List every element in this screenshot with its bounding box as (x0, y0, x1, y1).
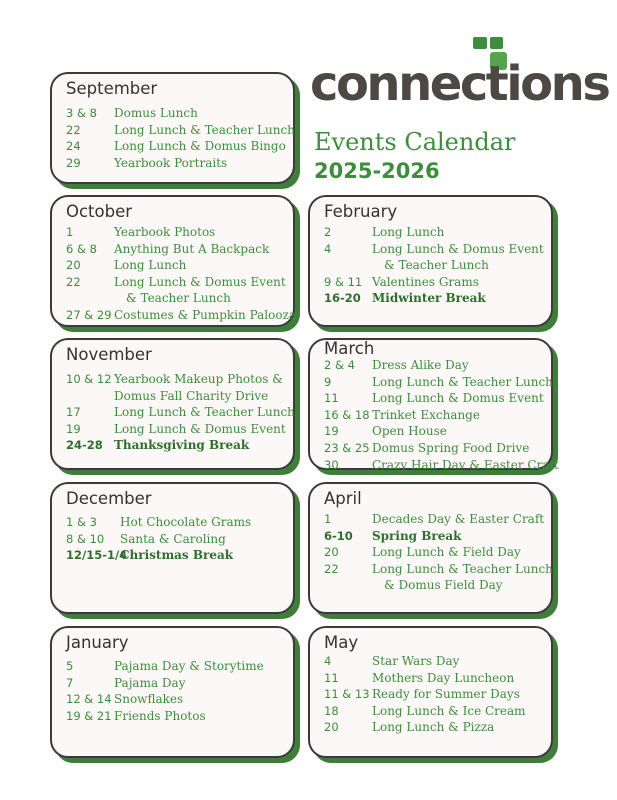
calendar-title: Events Calendar (314, 128, 516, 156)
month-title: December (66, 489, 152, 508)
school-year: 2025-2026 (314, 159, 440, 183)
march-card (308, 338, 559, 472)
event-row: 18 Long Lunch & Ice Cream (324, 703, 526, 718)
event-row: 11 Long Lunch & Domus Event (324, 391, 544, 406)
event-row: 11 Mothers Day Luncheon (324, 670, 515, 685)
event-row: 16 & 18 Trinket Exchange (324, 407, 480, 422)
event-row: 20 Long Lunch & Field Day (324, 545, 521, 560)
event-row: 27 & 29 Costumes & Pumpkin Palooza (66, 307, 297, 322)
event-list (66, 105, 295, 171)
event-row: 17 Long Lunch & Teacher Lunch (66, 405, 295, 420)
april-card (308, 482, 553, 614)
event-row: 5 Pajama Day & Storytime (66, 659, 264, 673)
event-row: 11 & 13 Ready for Summer Days (324, 687, 520, 702)
event-row: 6 & 8 Anything But A Backpack (66, 241, 270, 256)
month-title: September (66, 79, 158, 98)
event-row: 2 Long Lunch (324, 225, 445, 239)
brand-logo-text: connections (310, 56, 609, 112)
january-card (50, 626, 295, 758)
event-row: 1 Yearbook Photos (66, 225, 216, 239)
month-title: May (324, 633, 359, 652)
event-row: 12 & 14 Snowflakes (66, 692, 184, 707)
event-row: 22 Long Lunch & Teacher Lunch (324, 561, 553, 576)
september-card (50, 72, 295, 184)
may-card (308, 626, 553, 758)
event-row: 22 Long Lunch & Domus Event (66, 274, 286, 289)
event-row: 22 Long Lunch & Teacher Lunch (66, 122, 295, 137)
event-list (66, 371, 295, 454)
october-card (50, 195, 295, 327)
november-card (50, 338, 295, 470)
event-list (66, 658, 287, 724)
month-title: November (66, 345, 152, 364)
event-row: 6-10 Spring Break (324, 528, 462, 543)
event-row: 3 & 8 Domus Lunch (66, 106, 198, 120)
event-row: 4 Long Lunch & Domus Event (324, 241, 544, 256)
event-row: 24-28 Thanksgiving Break (66, 438, 250, 453)
event-row: 24 Long Lunch & Domus Bingo (66, 139, 286, 154)
event-row: 9 & 11 Valentines Grams (324, 274, 479, 289)
month-title: April (324, 489, 362, 508)
december-card (50, 482, 295, 614)
event-row: 1 & 3 Hot Chocolate Grams (66, 515, 252, 529)
event-row: 19 & 21 Friends Photos (66, 708, 206, 723)
event-row: 2 & 4 Dress Alike Day (324, 358, 469, 372)
event-row: 19 Open House (324, 424, 447, 439)
event-list (324, 357, 559, 473)
event-row: 7 Pajama Day (66, 675, 186, 690)
event-row: 16-20 Midwinter Break (324, 291, 486, 306)
event-row: 23 & 25 Domus Spring Food Drive (324, 440, 530, 455)
event-row: 9 Long Lunch & Teacher Lunch (324, 374, 553, 389)
event-row: 29 Yearbook Portraits (66, 155, 228, 170)
event-row: 19 Long Lunch & Domus Event (66, 421, 286, 436)
month-title: October (66, 202, 133, 221)
month-title: March (324, 339, 375, 358)
event-list (66, 514, 287, 564)
event-row: Domus Fall Charity Drive (114, 388, 269, 403)
event-row: 30 Crazy Hair Day & Easter Craft (324, 457, 559, 472)
event-row: 4 Star Wars Day (324, 654, 460, 668)
event-list (324, 653, 545, 736)
event-row: & Teacher Lunch (384, 258, 489, 273)
month-title: January (66, 633, 129, 652)
event-list (66, 224, 297, 324)
event-list (324, 511, 553, 594)
month-title: February (324, 202, 398, 221)
event-list (324, 224, 545, 307)
event-row: & Domus Field Day (384, 578, 503, 593)
event-row: 20 Long Lunch (66, 258, 187, 273)
event-row: 20 Long Lunch & Pizza (324, 720, 495, 735)
event-row: 12/15-1/4 Christmas Break (66, 548, 234, 563)
event-row: 1 Decades Day & Easter Craft (324, 512, 545, 526)
event-row: & Teacher Lunch (126, 291, 231, 306)
event-row: 10 & 12 Yearbook Makeup Photos & (66, 372, 283, 386)
event-row: 8 & 10 Santa & Caroling (66, 531, 226, 546)
february-card (308, 195, 553, 327)
